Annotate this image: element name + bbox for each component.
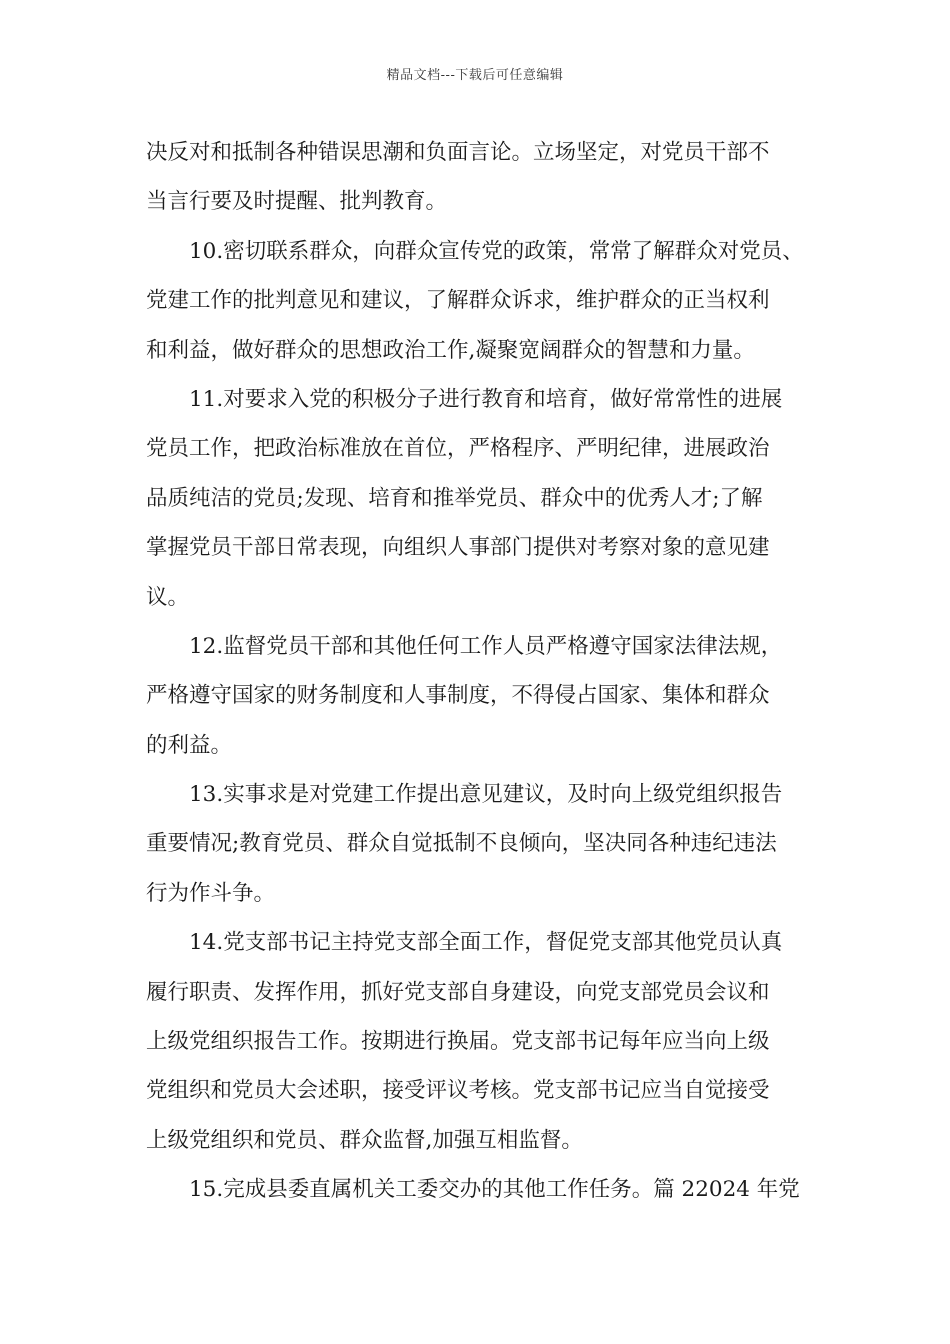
text-line: 履行职责、发挥作用，抓好党支部自身建设，向党支部党员会议和 bbox=[146, 979, 770, 1005]
text-line: 的利益。 bbox=[146, 732, 233, 758]
text-line: 党员工作，把政治标准放在首位，严格程序、严明纪律，进展政治 bbox=[146, 436, 770, 462]
text-line: 品质纯洁的党员;发现、培育和推举党员、群众中的优秀人才;了解 bbox=[146, 485, 763, 511]
text-line: 议。 bbox=[146, 584, 190, 610]
paragraph-start-line: 11.对要求入党的积极分子进行教育和培育，做好常常性的进展 bbox=[189, 386, 783, 412]
paragraph-start-line: 14.党支部书记主持党支部全面工作，督促党支部其他党员认真 bbox=[189, 930, 783, 956]
text-line: 党建工作的批判意见和建议，了解群众诉求，维护群众的正当权利 bbox=[146, 288, 770, 314]
text-line: 党组织和党员大会述职，接受评议考核。党支部书记应当自觉接受 bbox=[146, 1078, 770, 1104]
text-line: 掌握党员干部日常表现，向组织人事部门提供对考察对象的意见建 bbox=[146, 535, 770, 561]
document-body bbox=[146, 128, 810, 1215]
paragraph-start-line: 10.密切联系群众，向群众宣传党的政策，常常了解群众对党员、 bbox=[189, 238, 804, 264]
text-line: 上级党组织报告工作。按期进行换届。党支部书记每年应当向上级 bbox=[146, 1029, 770, 1055]
text-line: 和利益，做好群众的思想政治工作,凝聚宽阔群众的智慧和力量。 bbox=[146, 337, 755, 363]
text-line: 当言行要及时提醒、批判教育。 bbox=[146, 189, 448, 215]
text-line: 行为作斗争。 bbox=[146, 880, 276, 906]
paragraph-start-line: 13.实事求是对党建工作提出意见建议，及时向上级党组织报告 bbox=[189, 782, 783, 808]
text-line: 严格遵守国家的财务制度和人事制度，不得侵占国家、集体和群众 bbox=[146, 683, 770, 709]
text-line: 重要情况;教育党员、群众自觉抵制不良倾向，坚决同各种违纪违法 bbox=[146, 831, 777, 857]
paragraph-start-line: 15.完成县委直属机关工委交办的其他工作任务。篇 22024 年党 bbox=[189, 1177, 800, 1203]
paragraph-start-line: 12.监督党员干部和其他任何工作人员严格遵守国家法律法规， bbox=[189, 633, 783, 659]
text-line: 上级党组织和党员、群众监督,加强互相监督。 bbox=[146, 1127, 583, 1153]
text-line: 决反对和抵制各种错误思潮和负面言论。立场坚定，对党员干部不 bbox=[146, 140, 770, 165]
page-header: 精品文档---下载后可任意编辑 bbox=[386, 68, 564, 83]
